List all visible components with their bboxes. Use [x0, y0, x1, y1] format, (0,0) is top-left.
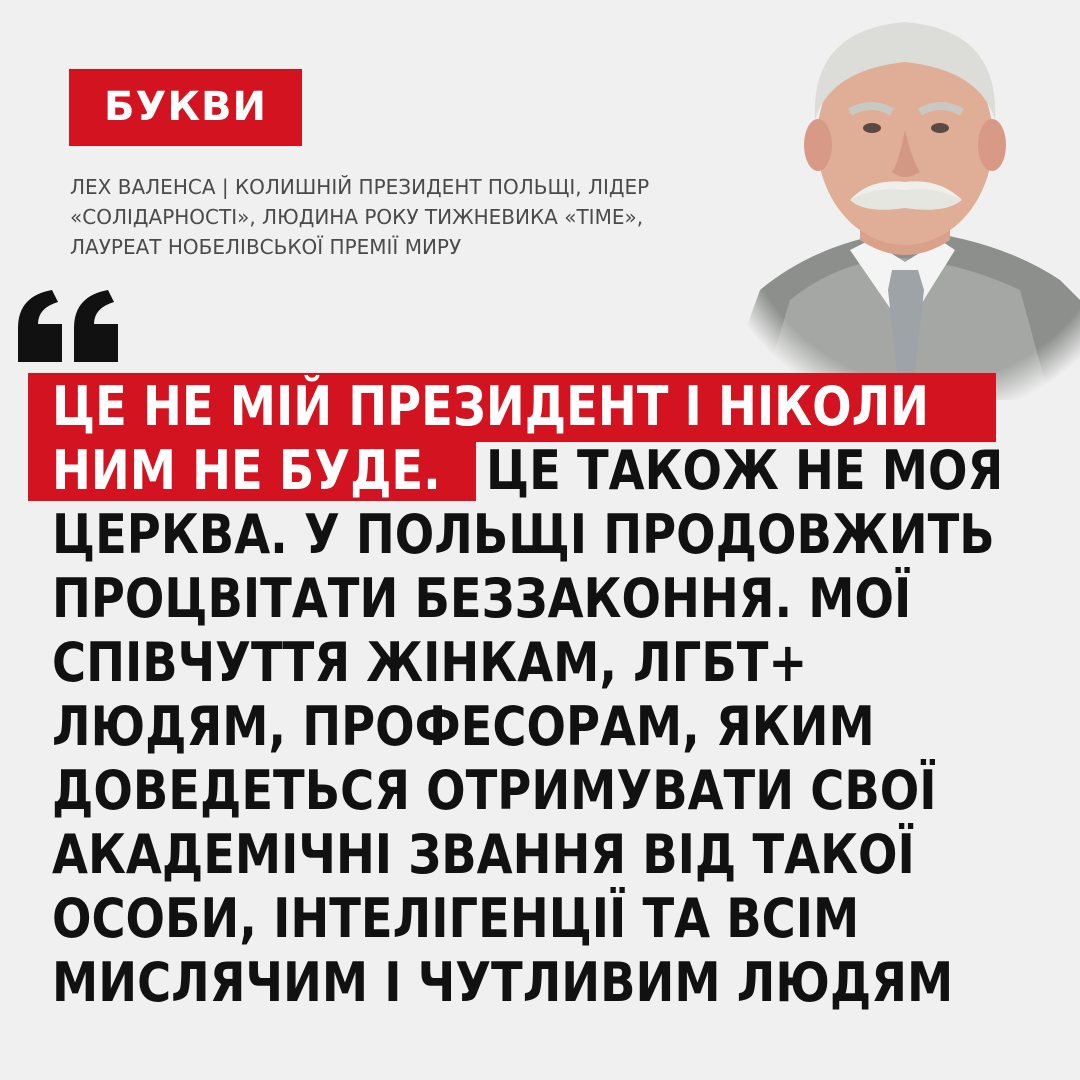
quote-line: ПРОЦВІТАТИ БЕЗЗАКОННЯ. МОЇ — [52, 567, 912, 630]
brand-badge: БУКВИ — [69, 69, 302, 146]
quote-line: ДОВЕДЕТЬСЯ ОТРИМУВАТИ СВОЇ — [52, 759, 937, 822]
quote-line: СПІВЧУТТЯ ЖІНКАМ, ЛГБТ+ — [52, 631, 808, 694]
quote-line: ОСОБИ, ІНТЕЛІГЕНЦІЇ ТА ВСІМ — [52, 887, 860, 950]
quote-line: МИСЛЯЧИМ І ЧУТЛИВИМ ЛЮДЯМ — [52, 951, 954, 1014]
quote-line: ЦЕ ТАКОЖ НЕ МОЯ — [486, 439, 1004, 502]
quote-line: ЛЮДЯМ, ПРОФЕСОРАМ, ЯКИМ — [52, 695, 875, 758]
attribution-line: «СОЛІДАРНОСТІ», ЛЮДИНА РОКУ ТИЖНЕВИКА «TIME», — [70, 205, 644, 229]
quote-line: АКАДЕМІЧНІ ЗВАННЯ ВІД ТАКОЇ — [52, 823, 915, 886]
attribution-line: ЛЕХ ВАЛЕНСА | КОЛИШНІЙ ПРЕЗИДЕНТ ПОЛЬЩІ, ЛІДЕР — [70, 175, 650, 199]
quote-highlight-line: ЦЕ НЕ МІЙ ПРЕЗИДЕНТ І НІКОЛИ — [52, 375, 930, 438]
attribution-line: ЛАУРЕАТ НОБЕЛІВСЬКОЇ ПРЕМІЇ МИРУ — [70, 235, 462, 259]
quote-line: ЦЕРКВА. У ПОЛЬЩІ ПРОДОВЖИТЬ — [52, 503, 995, 566]
quote-highlight-line: НИМ НЕ БУДЕ. — [52, 439, 441, 502]
